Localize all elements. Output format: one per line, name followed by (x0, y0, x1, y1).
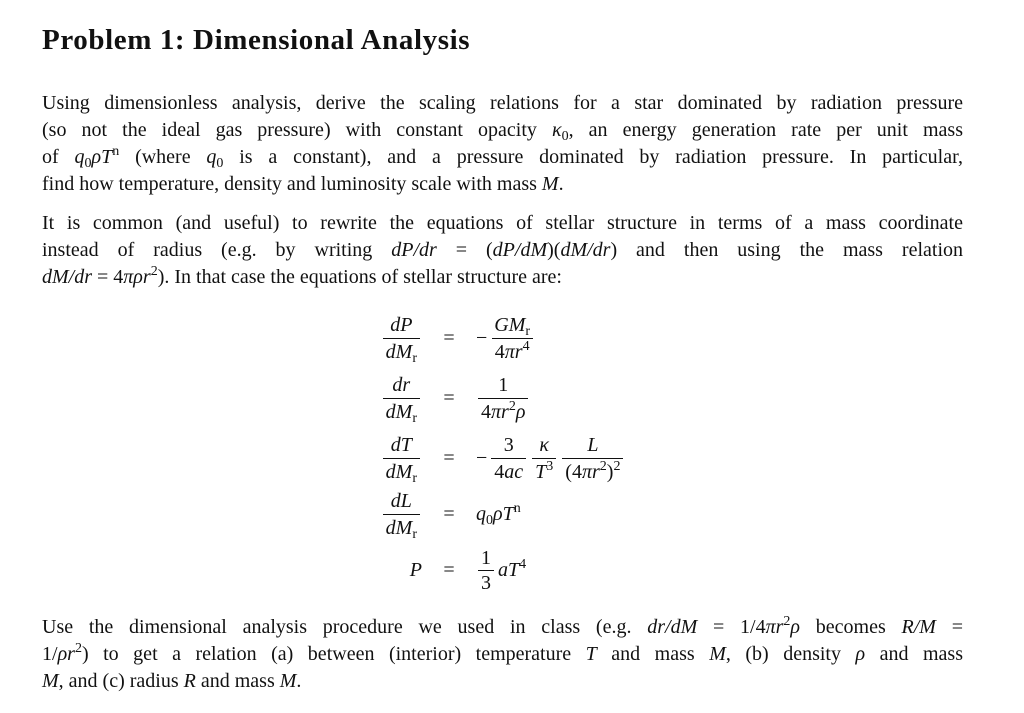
text-run: and mass (865, 643, 963, 665)
numerator (388, 489, 415, 514)
fraction (532, 433, 556, 484)
math-symbol: dT (390, 433, 412, 456)
numerator (389, 373, 413, 398)
math-symbol: T (535, 460, 547, 483)
fraction (383, 433, 420, 484)
superscript: 4 (519, 556, 527, 572)
numerator (388, 433, 415, 458)
text-run: = 4 (92, 266, 124, 288)
math-symbol: R/M (901, 616, 936, 638)
text-run: . (558, 173, 564, 195)
math-symbol: dP/dM (492, 239, 548, 261)
equation-row (360, 540, 625, 600)
math-symbol: πr (504, 340, 523, 363)
equation-lhs (360, 313, 422, 364)
equals-sign: = (443, 386, 455, 409)
text-run: = ( (436, 239, 493, 261)
text-line (42, 144, 963, 171)
subscript: r (412, 470, 417, 486)
numerator (501, 433, 517, 458)
superscript: 2 (599, 458, 607, 474)
text-run: 3 (481, 571, 491, 594)
math-symbol: M (279, 670, 297, 692)
math-symbol: M (42, 670, 59, 692)
subscript: r (412, 526, 417, 542)
math-symbol: dr/dM (647, 616, 698, 638)
text-run: (4 (565, 460, 582, 483)
superscript: 2 (74, 641, 82, 656)
fraction (478, 373, 528, 424)
math-symbol: M (541, 173, 559, 195)
fraction (491, 313, 533, 364)
text-run: = (935, 616, 963, 638)
math-symbol: κ (551, 119, 562, 141)
math-symbol: κ (539, 433, 550, 456)
superscript: n (513, 500, 521, 516)
math-symbol: R (183, 670, 196, 692)
subscript: 0 (561, 129, 569, 144)
math-term (476, 327, 487, 350)
text-run: of (42, 146, 75, 168)
fraction (478, 547, 494, 594)
equation-rhs (476, 313, 535, 364)
text-line (42, 117, 963, 144)
superscript: 2 (783, 614, 791, 629)
text-line (42, 171, 963, 198)
equation-lhs (360, 559, 422, 582)
problem-title: Problem 1: Dimensional Analysis (42, 24, 471, 56)
math-symbol: dM (385, 460, 413, 483)
math-symbol: q (74, 146, 85, 168)
equals-sign: = (443, 446, 455, 469)
text-run: and mass (596, 643, 710, 665)
math-symbol: dM (385, 400, 413, 423)
denominator (478, 570, 494, 594)
text-run: 1/ (42, 643, 58, 665)
subscript: 0 (84, 156, 92, 171)
subscript: 0 (216, 156, 224, 171)
math-symbol: ac (504, 460, 524, 483)
math-term (476, 447, 487, 470)
subscript: r (412, 350, 417, 366)
task-paragraph (42, 614, 963, 695)
text-line (42, 614, 963, 641)
math-symbol: dP (390, 313, 413, 336)
text-run: − (476, 326, 488, 349)
math-symbol: q (476, 502, 486, 525)
math-symbol: M (709, 643, 726, 665)
equation-rhs (476, 547, 526, 594)
text-run: , and (c) radius (58, 670, 184, 692)
math-term (498, 556, 527, 582)
equation-row (360, 488, 625, 540)
math-symbol: ρ (790, 616, 801, 638)
superscript: 2 (150, 264, 158, 279)
text-run: Using dimensionless analysis, derive the scaling relations for a star dominated by radiation pressure (42, 92, 963, 114)
equals-sign: = (443, 326, 455, 349)
numerator (584, 433, 601, 458)
equation-row (360, 368, 625, 428)
subscript: 0 (486, 512, 493, 528)
superscript: 3 (546, 458, 554, 474)
math-symbol: aT (498, 558, 520, 581)
superscript: 2 (508, 398, 516, 414)
math-symbol: dL (390, 489, 412, 512)
text-run: (so not the ideal gas pressure) with constant opacity (42, 119, 552, 141)
math-symbol: L (587, 433, 599, 456)
text-line (42, 90, 963, 117)
math-symbol: πr (581, 460, 600, 483)
text-run: 4 (494, 460, 505, 483)
math-symbol: dM/dr (42, 266, 92, 288)
math-symbol: πr (765, 616, 784, 638)
text-line (42, 264, 963, 291)
fraction (491, 433, 526, 484)
subscript: r (525, 323, 531, 339)
text-run: − (476, 446, 488, 469)
text-run: 3 (503, 433, 514, 456)
text-run: instead of radius (e.g. by writing (42, 239, 392, 261)
denominator (383, 398, 420, 424)
equation-row (360, 428, 625, 488)
intro-paragraph (42, 90, 963, 198)
text-run: , (b) density (725, 643, 856, 665)
equation-rhs (476, 433, 625, 484)
denominator (532, 458, 556, 484)
fraction (383, 313, 420, 364)
text-run: Use the dimensional analysis procedure we used in class (e.g. (42, 616, 648, 638)
math-symbol: ρT (91, 146, 113, 168)
text-run: ) (606, 460, 614, 483)
stellar-structure-equations (360, 308, 625, 600)
superscript: n (112, 144, 120, 159)
math-symbol: ρr (57, 643, 75, 665)
math-symbol: dM (385, 516, 413, 539)
math-symbol: dM/dr (560, 239, 611, 261)
superscript: 2 (613, 458, 621, 474)
denominator (383, 514, 420, 540)
numerator (495, 373, 511, 398)
fraction (383, 489, 420, 540)
text-run: )( (547, 239, 561, 261)
fraction (562, 433, 623, 484)
text-line (42, 668, 963, 695)
text-line (42, 641, 963, 668)
subscript: r (412, 410, 417, 426)
math-symbol: ρ (855, 643, 866, 665)
math-symbol: ρ (515, 400, 526, 423)
text-run: and mass (195, 670, 280, 692)
equation-row (360, 308, 625, 368)
text-run: 1 (498, 373, 509, 396)
denominator (491, 458, 526, 484)
math-symbol: T (585, 643, 597, 665)
text-run: (where (119, 146, 207, 168)
text-run: . (296, 670, 302, 692)
text-run: becomes (800, 616, 902, 638)
equation-rhs (476, 373, 530, 424)
numerator (478, 547, 494, 570)
text-run: ) to get a relation (a) between (interior) temperature (81, 643, 586, 665)
denominator (492, 338, 533, 364)
mass-coordinate-paragraph (42, 210, 963, 291)
superscript: 4 (522, 338, 530, 354)
math-symbol: dP/dr (391, 239, 437, 261)
denominator (478, 398, 528, 424)
denominator (562, 458, 623, 484)
text-run: is a constant), and a pressure dominated by radiation pressure. In particular, (223, 146, 963, 168)
text-line (42, 210, 963, 237)
math-symbol: dM (385, 340, 413, 363)
equation-lhs (360, 433, 422, 484)
numerator (491, 313, 533, 338)
equation-lhs (360, 489, 422, 540)
equals-sign: = (443, 558, 455, 581)
numerator (536, 433, 552, 458)
math-symbol: q (206, 146, 217, 168)
fraction (383, 373, 420, 424)
math-symbol: πρr (123, 266, 151, 288)
text-run: It is common (and useful) to rewrite the equations of stellar structure in terms of a mass coordinate (42, 212, 963, 234)
math-symbol: GM (494, 313, 526, 336)
numerator (387, 313, 415, 338)
math-symbol: P (409, 558, 422, 581)
denominator (383, 338, 420, 364)
text-run: ) and then using the mass relation (610, 239, 964, 261)
math-term (476, 500, 521, 528)
text-run: 4 (481, 400, 491, 423)
denominator (383, 458, 420, 484)
text-run: = 1/4 (697, 616, 766, 638)
math-symbol: ρT (493, 502, 514, 525)
equation-rhs (476, 500, 521, 528)
text-line (42, 237, 963, 264)
text-run: 4 (494, 340, 505, 363)
math-symbol: πr (491, 400, 509, 423)
text-run: find how temperature, density and luminosity scale with mass (42, 173, 542, 195)
text-run: , an energy generation rate per unit mass (568, 119, 963, 141)
text-run: 1 (481, 546, 491, 569)
equals-sign: = (443, 502, 455, 525)
text-run: ). In that case the equations of stellar structure are: (157, 266, 562, 288)
math-symbol: dr (392, 373, 411, 396)
equation-lhs (360, 373, 422, 424)
